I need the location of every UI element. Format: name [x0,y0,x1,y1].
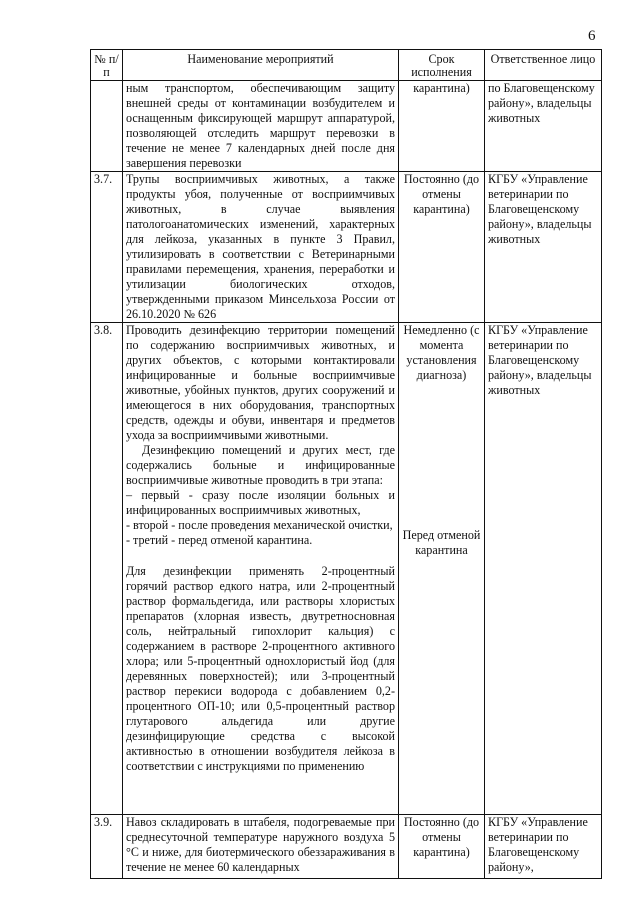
measures-table [90,49,602,879]
description-paragraph: ным транспортом, обеспечивающим защиту внешней среды от контаминации возбудителем и оснащенным фиксирующей маршрут аппаратурой, позволяющей отследить маршрут перевозки в течение не менее 7 календарных дней после дня завершения перевозки [126,81,395,170]
header-term: Срок исполнения [399,50,485,81]
row-responsible: по Благовещенскому району», владельцы животных [485,81,602,172]
row-term: Постоянно (до отмены карантина) [399,172,485,323]
description-paragraph: Трупы восприимчивых животных, а также продукты убоя, полученные от восприимчивых животных, в случае выявления патологоанатомических изменений, характерных для лейкоза, указанных в пункте 3 Правил, утилизировать в соответствии с Ветеринарными правилами перемещения, хранения, переработки и утилизации биологических отходов, утвержденными приказом Минсельхоза России от 26.10.2020 № 626 [126,172,395,321]
table-row [91,815,602,879]
header-name: Наименование мероприятий [123,50,399,81]
term-secondary: Перед отменой карантина [402,528,481,557]
row-description [123,323,399,815]
header-resp: Ответственное лицо [485,50,602,81]
table-row [91,81,602,172]
row-responsible: КГБУ «Управление ветеринарии по Благовещенскому району», [485,815,602,879]
page-number: 6 [588,28,596,44]
stage-item: - второй - после проведения механической очистки, [126,518,393,532]
table-row [91,323,602,815]
description-paragraph: Навоз складировать в штабеля, подогреваемые при среднесуточной температуре наружного воздуха 5 °С и ниже, для биотермического обеззараживания в течение не менее 60 календарных [126,815,395,874]
row-responsible: КГБУ «Управление ветеринарии по Благовещенскому району», владельцы животных [485,172,602,323]
row-number: 3.9. [91,815,123,879]
row-number: 3.8. [91,323,123,815]
description-paragraph: Дезинфекцию помещений и других мест, где содержались больные и инфицированные восприимчивые животные проводить в три этапа: [126,443,395,487]
description-paragraph: Проводить дезинфекцию территории помещений по содержанию восприимчивых животных, и других объектов, с которыми контактировали инфицированные и больные восприимчивые животные, убойных пунктов, других сооружений и имеющегося в них оборудования, транспортных средств, одежды и обуви, инвентаря и предметов ухода за восприимчивыми животными. [126,323,395,442]
table-row [91,172,602,323]
row-number [91,81,123,172]
table-header-row [91,50,602,81]
row-description [123,172,399,323]
description-paragraph: Для дезинфекции применять 2-процентный горячий раствор едкого натра, или 2-процентный раствор формальдегида, или растворы хлористых препаратов (хлорная известь, двутретносновная соль, нейтральный гипохлорит кальция) с содержанием в растворе 2-процентного активного хлора; или 5-процентный однохлористый йод (для деревянных поверхностей); или 3-процентный раствор перекиси водорода с добавлением 0,2-процентного ОП-10; или 0,5-процентный раствор глутарового альдегида или другие дезинфицирующие средства с высокой активностью в отношении возбудителя лейкоза в соответствии с инструкциями по применению [126,564,395,773]
header-num: № п/п [91,50,123,81]
row-term: Постоянно (до отмены карантина) [399,815,485,879]
row-responsible: КГБУ «Управление ветеринарии по Благовещенскому району», владельцы животных [485,323,602,815]
row-number: 3.7. [91,172,123,323]
row-term [399,323,485,815]
stage-item: – первый - сразу после изоляции больных и инфицированных восприимчивых животных, [126,488,395,517]
stage-item: - третий - перед отменой карантина. [126,533,313,547]
term-primary: Немедленно (с момента установления диагноза) [403,323,480,382]
row-term: карантина) [399,81,485,172]
row-description [123,81,399,172]
row-description [123,815,399,879]
